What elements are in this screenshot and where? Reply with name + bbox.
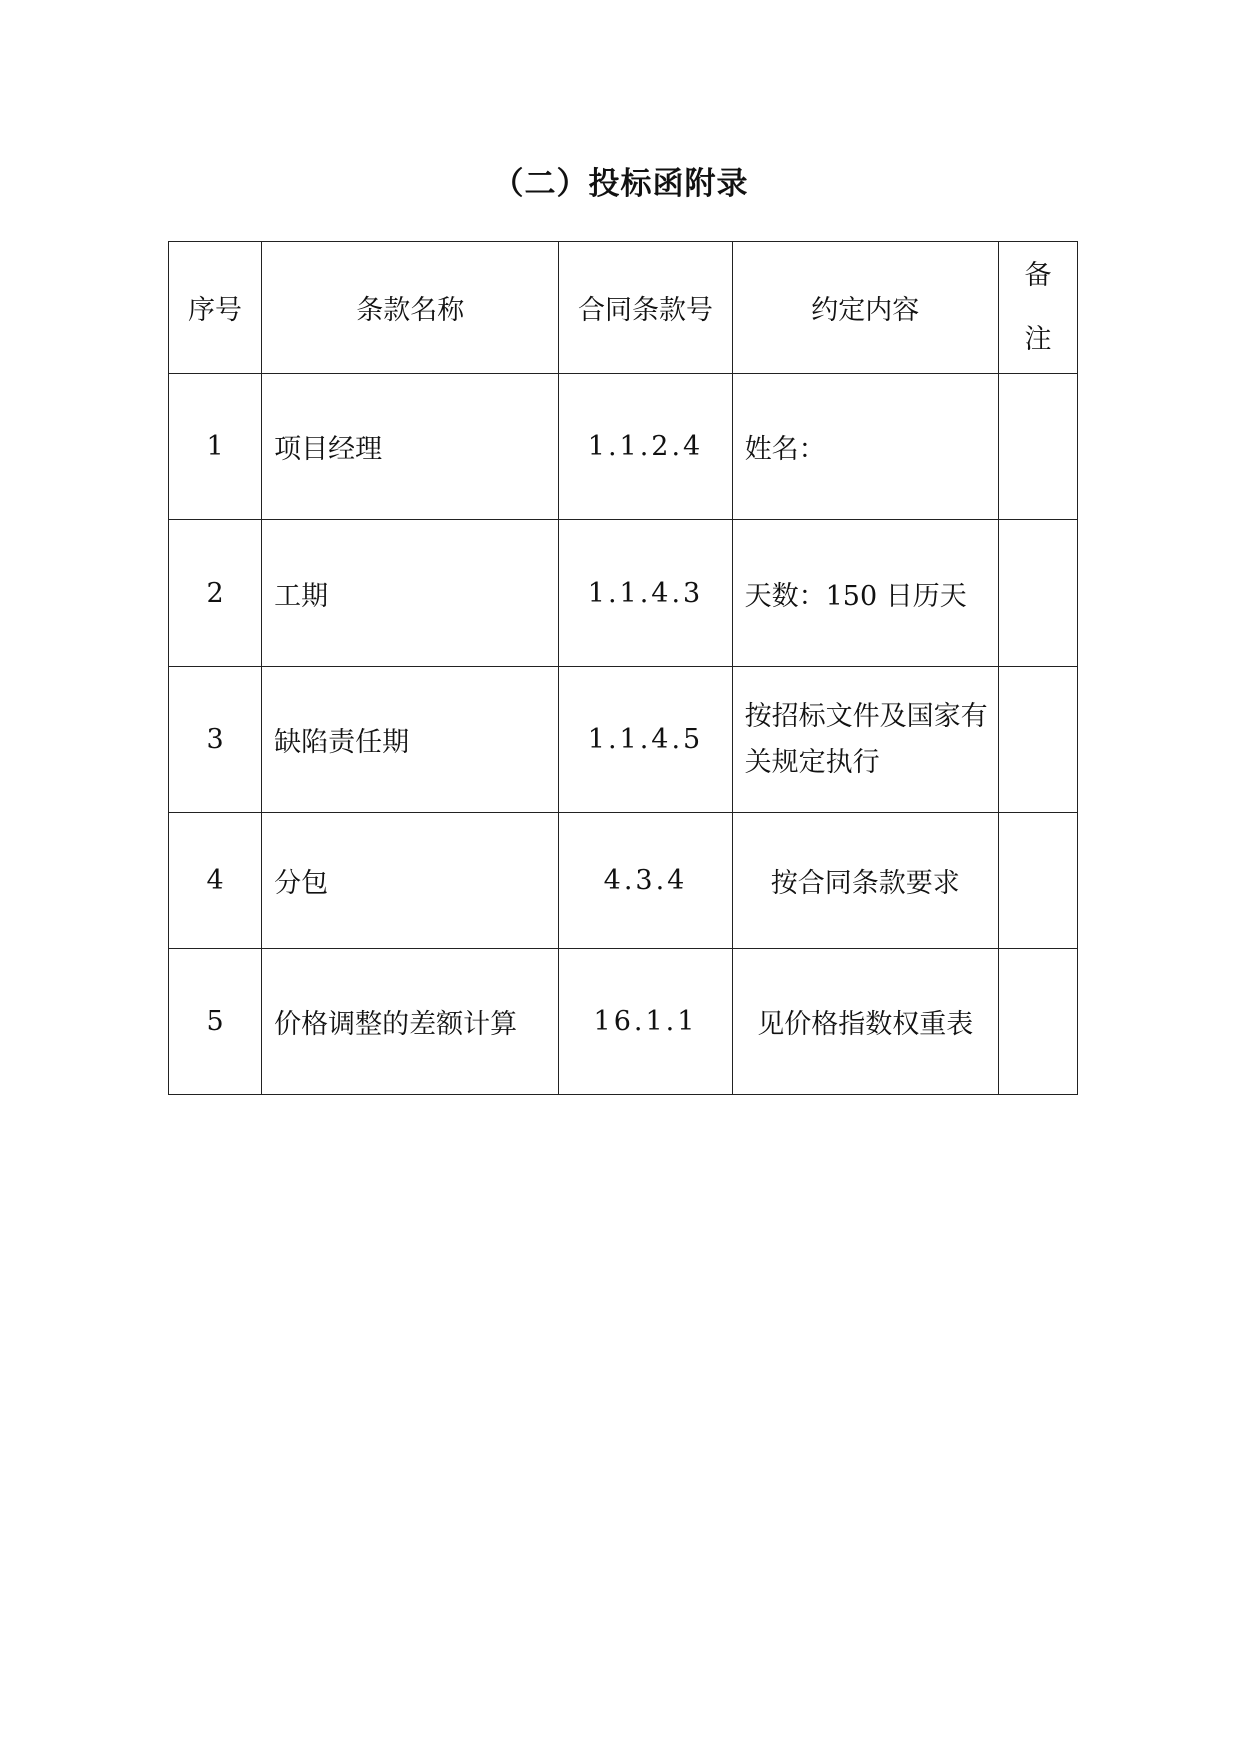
row-content: 天数：150 日历天 [732,520,998,667]
header-remark-line1: 备 [1024,259,1052,291]
row-content: 姓名： [732,374,998,520]
header-remark-line2: 注 [1024,323,1052,355]
row-remark [998,520,1077,667]
table-header-row [169,242,1078,374]
row-name: 项目经理 [262,374,559,520]
row-remark [998,667,1077,813]
row-clause: 16.1.1 [559,949,732,1095]
row-remark [998,374,1077,520]
row-clause: 1.1.2.4 [559,374,732,520]
table-row [169,949,1078,1095]
header-remark [998,242,1077,374]
header-clause: 合同条款号 [559,242,732,374]
table-row [169,667,1078,813]
table-row [169,813,1078,949]
row-name: 分包 [262,813,559,949]
appendix-table [168,241,1078,1095]
row-seq: 5 [169,949,262,1095]
row-seq: 4 [169,813,262,949]
row-seq: 3 [169,667,262,813]
row-seq: 1 [169,374,262,520]
page-title: （二）投标函附录 [492,166,749,202]
table-row [169,374,1078,520]
table-row [169,520,1078,667]
row-clause: 1.1.4.3 [559,520,732,667]
header-content: 约定内容 [732,242,998,374]
row-content: 见价格指数权重表 [732,949,998,1095]
row-name: 缺陷责任期 [262,667,559,813]
row-seq: 2 [169,520,262,667]
row-clause: 1.1.4.5 [559,667,732,813]
row-name: 价格调整的差额计算 [262,949,559,1095]
header-name: 条款名称 [262,242,559,374]
row-remark [998,813,1077,949]
header-seq: 序号 [169,242,262,374]
row-name: 工期 [262,520,559,667]
row-content: 按招标文件及国家有关规定执行 [732,667,998,813]
row-remark [998,949,1077,1095]
row-content: 按合同条款要求 [732,813,998,949]
row-clause: 4.3.4 [559,813,732,949]
